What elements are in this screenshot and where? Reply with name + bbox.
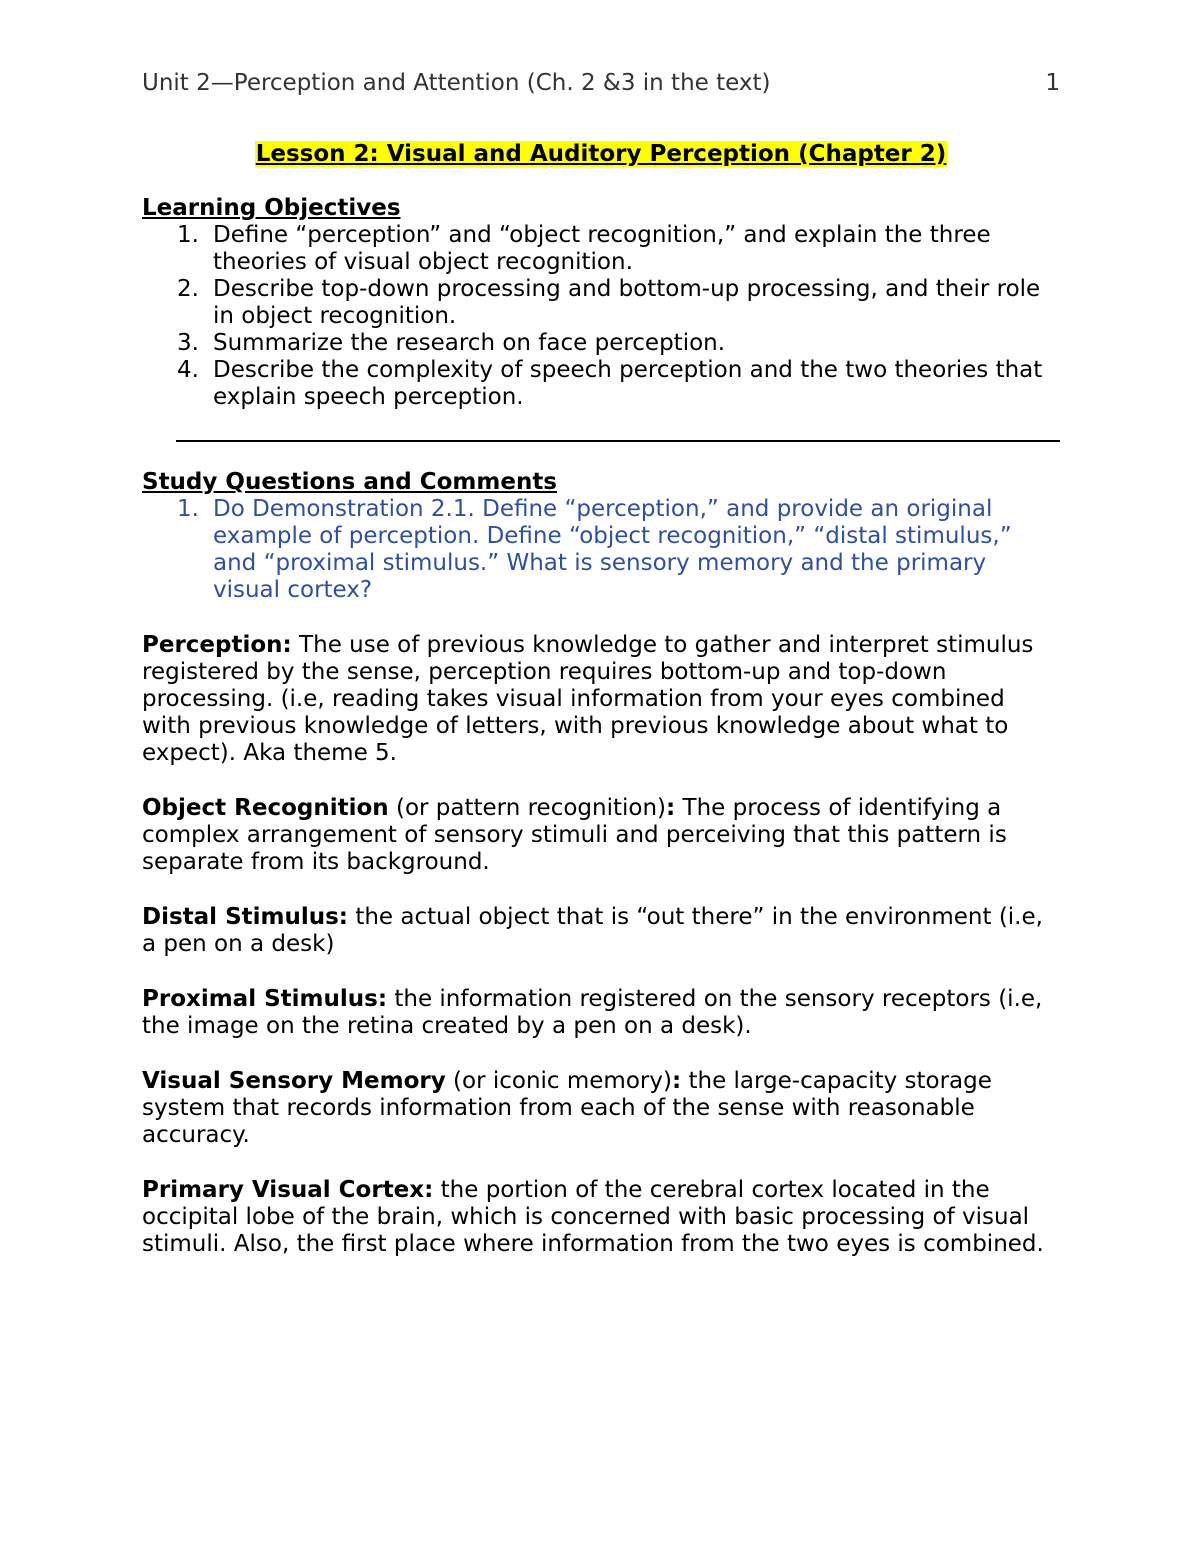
horizontal-divider [176,440,1060,442]
definition-qualifier: (or pattern recognition) [388,795,667,821]
definition-primary-visual-cortex [142,1177,1060,1258]
list-item-text: Describe top-down processing and bottom-up processing, and their role in object recognition. [213,276,1041,329]
document-body [142,141,1060,1258]
page-header [142,70,1060,100]
definition-colon: : [671,1068,682,1094]
list-item-number: 1. [177,222,199,248]
study-questions-heading: Study Questions and Comments [142,469,557,495]
learning-objectives-list [142,222,1060,411]
list-item [142,222,1060,276]
list-item [142,496,1060,604]
lesson-title-text: Lesson 2: Visual and Auditory Perception (Chapter 2) [255,141,947,167]
list-item [142,276,1060,330]
definition-text: The process of identifying a complex arrangement of sensory stimuli and perceiving that this pattern is separate from its background. [142,795,1007,875]
definition-distal-stimulus [142,904,1060,958]
definition-term: Perception: [142,632,292,658]
study-questions-list [142,496,1060,604]
definition-qualifier: (or iconic memory) [445,1068,672,1094]
definition-term: Primary Visual Cortex: [142,1177,434,1203]
list-item-number: 3. [177,330,199,356]
definition-perception [142,632,1060,767]
lesson-title [142,141,1060,168]
definition-object-recognition [142,795,1060,876]
definition-term: Distal Stimulus: [142,904,349,930]
definition-text: the information registered on the sensory receptors (i.e, the image on the retina created by a pen on a desk). [142,986,1043,1039]
list-item [142,330,1060,357]
page-number: 1 [1045,70,1060,96]
list-item-text: Describe the complexity of speech perception and the two theories that explain speech perception. [213,357,1043,410]
definition-text: the large-capacity storage system that records information from each of the sense with reasonable accuracy. [142,1068,992,1148]
definition-term: Proximal Stimulus: [142,986,388,1012]
list-item-number: 1. [177,496,199,522]
definition-proximal-stimulus [142,986,1060,1040]
definition-text: the actual object that is “out there” in the environment (i.e, a pen on a desk) [142,904,1043,957]
definition-colon: : [666,795,676,821]
definition-term: Visual Sensory Memory [142,1068,446,1094]
list-item-number: 4. [177,357,199,383]
learning-objectives-heading: Learning Objectives [142,195,401,221]
definition-text: The use of previous knowledge to gather and interpret stimulus registered by the sense, perception requires bottom-up and top-down processing. (i.e, reading takes visual information from your eyes combined with previous knowledge of letters, with previous knowledge about what to expect). Aka theme 5. [142,632,1034,766]
list-item-text: Do Demonstration 2.1. Define “perception,” and provide an original example of perception. Define “object recognition,” “distal stimulus,” and “proximal stimulus.” What is sensory memory and the primary visual cortex? [213,496,1012,603]
definition-term: Object Recognition [142,795,389,821]
header-title: Unit 2—Perception and Attention (Ch. 2 &3 in the text) [142,70,771,96]
definition-text: the portion of the cerebral cortex located in the occipital lobe of the brain, which is concerned with basic processing of visual stimuli. Also, the first place where information from the two eyes is combined. [142,1177,1044,1257]
definition-visual-sensory-memory [142,1068,1060,1149]
list-item-text: Define “perception” and “object recognition,” and explain the three theories of visual object recognition. [213,222,991,275]
list-item [142,357,1060,411]
list-item-number: 2. [177,276,199,302]
list-item-text: Summarize the research on face perception. [213,330,726,356]
